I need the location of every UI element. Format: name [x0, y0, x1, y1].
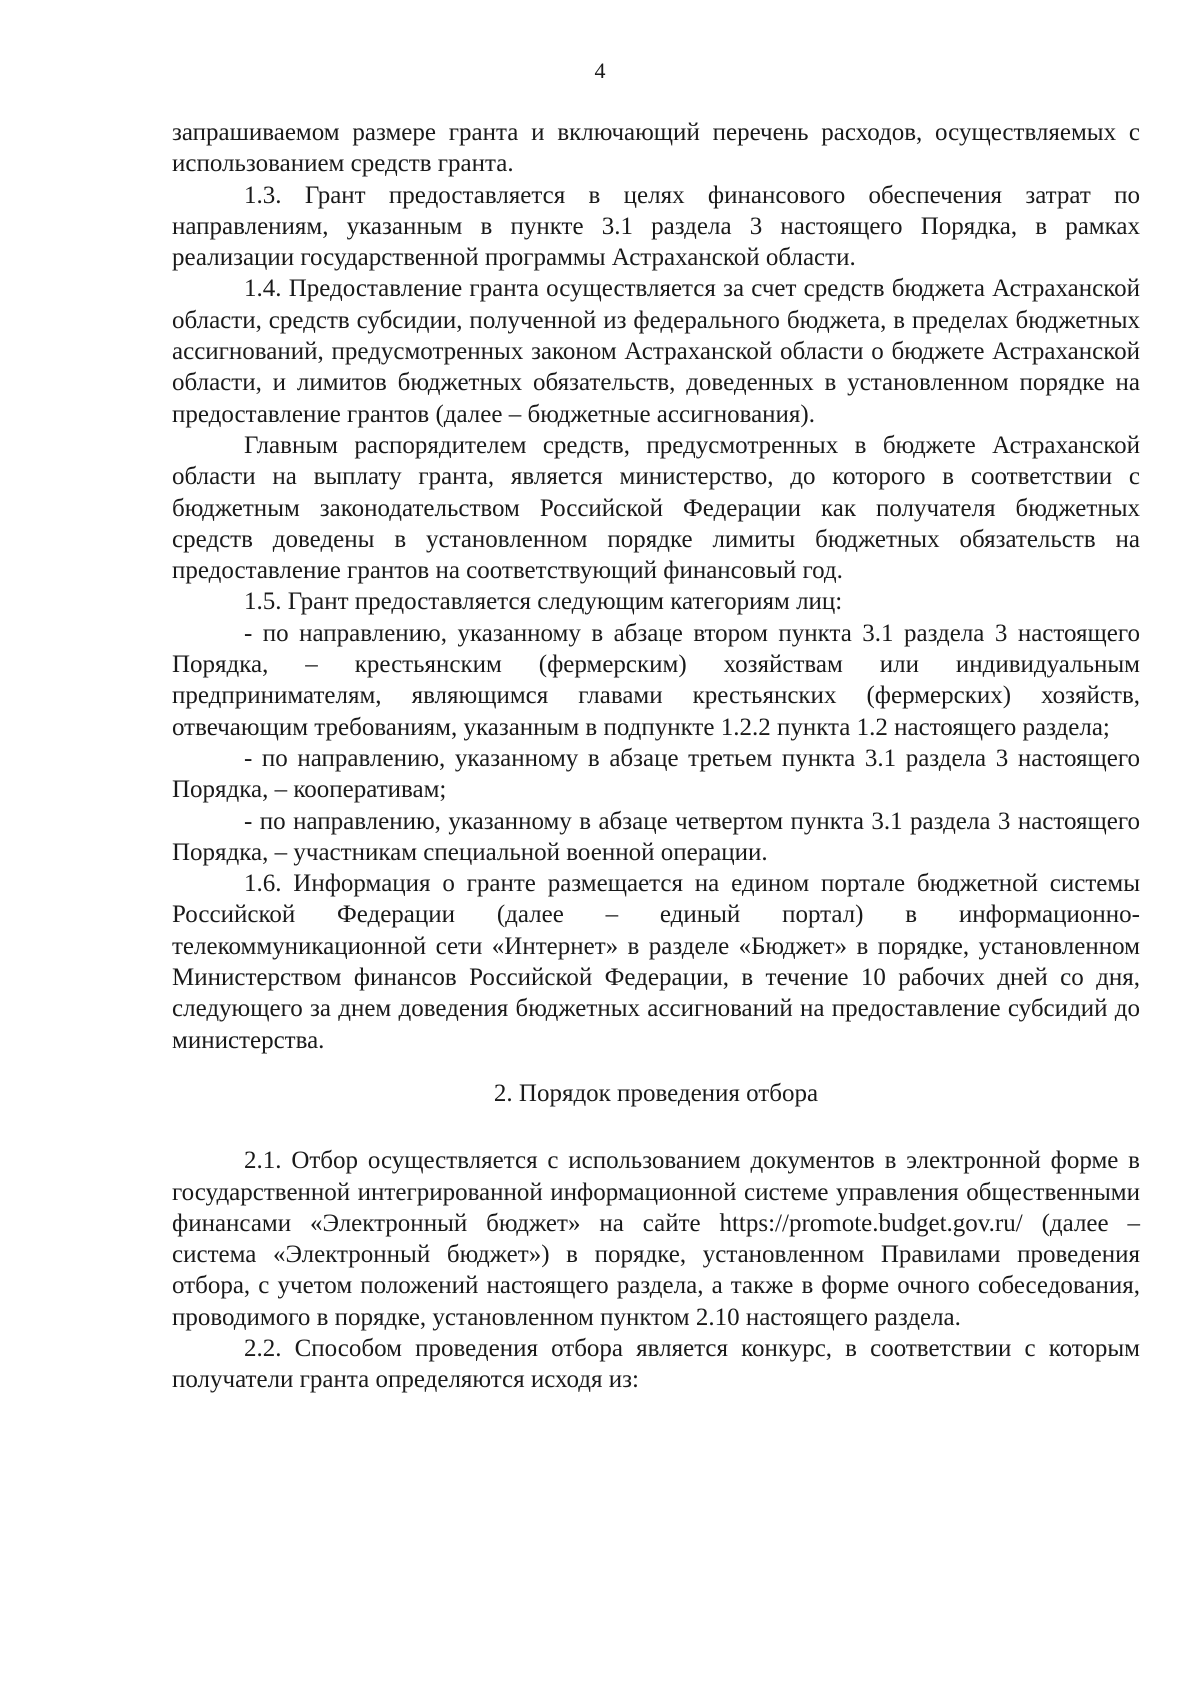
page-number: 4	[594, 58, 606, 83]
paragraph-1-3: 1.3. Грант предоставляется в целях финансового обеспечения затрат по направлениям, указанным в пункте 3.1 раздела 3 настоящего Порядка, в рамках реализации государственной программы Астраханской области.	[172, 181, 1140, 272]
paragraph-chief-manager: Главным распорядителем средств, предусмотренных в бюджете Астраханской области на выплату гранта, является министерство, до которого в соответствии с бюджетным законодательством Российской Федерации как получателя бюджетных средств доведены в установленном порядке лимиты бюджетных обязательств на предоставление грантов на соответствующий финансовый год.	[172, 431, 1140, 585]
list-item-cooperatives: - по направлению, указанному в абзаце третьем пункта 3.1 раздела 3 настоящего Порядка, – кооперативам;	[172, 744, 1140, 804]
document-body	[172, 117, 1140, 1396]
list-item-svo-participants: - по направлению, указанному в абзаце четвертом пункта 3.1 раздела 3 настоящего Порядка, – участникам специальной военной операции.	[172, 807, 1140, 866]
paragraph-1-5: 1.5. Грант предоставляется следующим категориям лиц:	[244, 588, 843, 616]
paragraph-2-2: 2.2. Способом проведения отбора является конкурс, в соответствии с которым получатели гранта определяются исходя из:	[172, 1334, 1140, 1394]
paragraph-1-4: 1.4. Предоставление гранта осуществляется за счет средств бюджета Астраханской области, средств субсидии, полученной из федерального бюджета, в пределах бюджетных ассигнований, предусмотренных законом Астраханской области о бюджете Астраханской области, и лимитов бюджетных обязательств, доведенных в установленном порядке на предоставление грантов (далее – бюджетные ассигнования).	[172, 275, 1140, 428]
paragraph-continuation: запрашиваемом размере гранта и включающий перечень расходов, осуществляемых с использованием средств гранта.	[172, 119, 1140, 178]
paragraph-1-6: 1.6. Информация о гранте размещается на едином портале бюджетной системы Российской Федерации (далее – единый портал) в информационно-телекоммуникационной сети «Интернет» в разделе «Бюджет» в порядке, установленном Министерством финансов Российской Федерации, в течение 10 рабочих дней со дня, следующего за днем доведения бюджетных ассигнований на предоставление субсидий до министерства.	[172, 870, 1140, 1054]
list-item-farmers: - по направлению, указанному в абзаце втором пункта 3.1 раздела 3 настоящего Порядка, – крестьянским (фермерским) хозяйствам или индивидуальным предпринимателям, являющимся главами крестьянских (фермерских) хозяйств, отвечающим требованиям, указанным в подпункте 1.2.2 пункта 1.2 настоящего раздела;	[172, 619, 1140, 741]
section-heading: 2. Порядок проведения отбора	[493, 1079, 819, 1107]
paragraph-2-1: 2.1. Отбор осуществляется с использованием документов в электронной форме в государственной интегрированной информационной системе управления общественными финансами «Электронный бюджет» на сайте https://promote.budget.gov.ru/ (далее – система «Электронный бюджет») в порядке, установленном Правилами проведения отбора, с учетом положений настоящего раздела, а также в форме очного собеседования, проводимого в порядке, установленном пунктом 2.10 настоящего раздела.	[172, 1147, 1140, 1331]
